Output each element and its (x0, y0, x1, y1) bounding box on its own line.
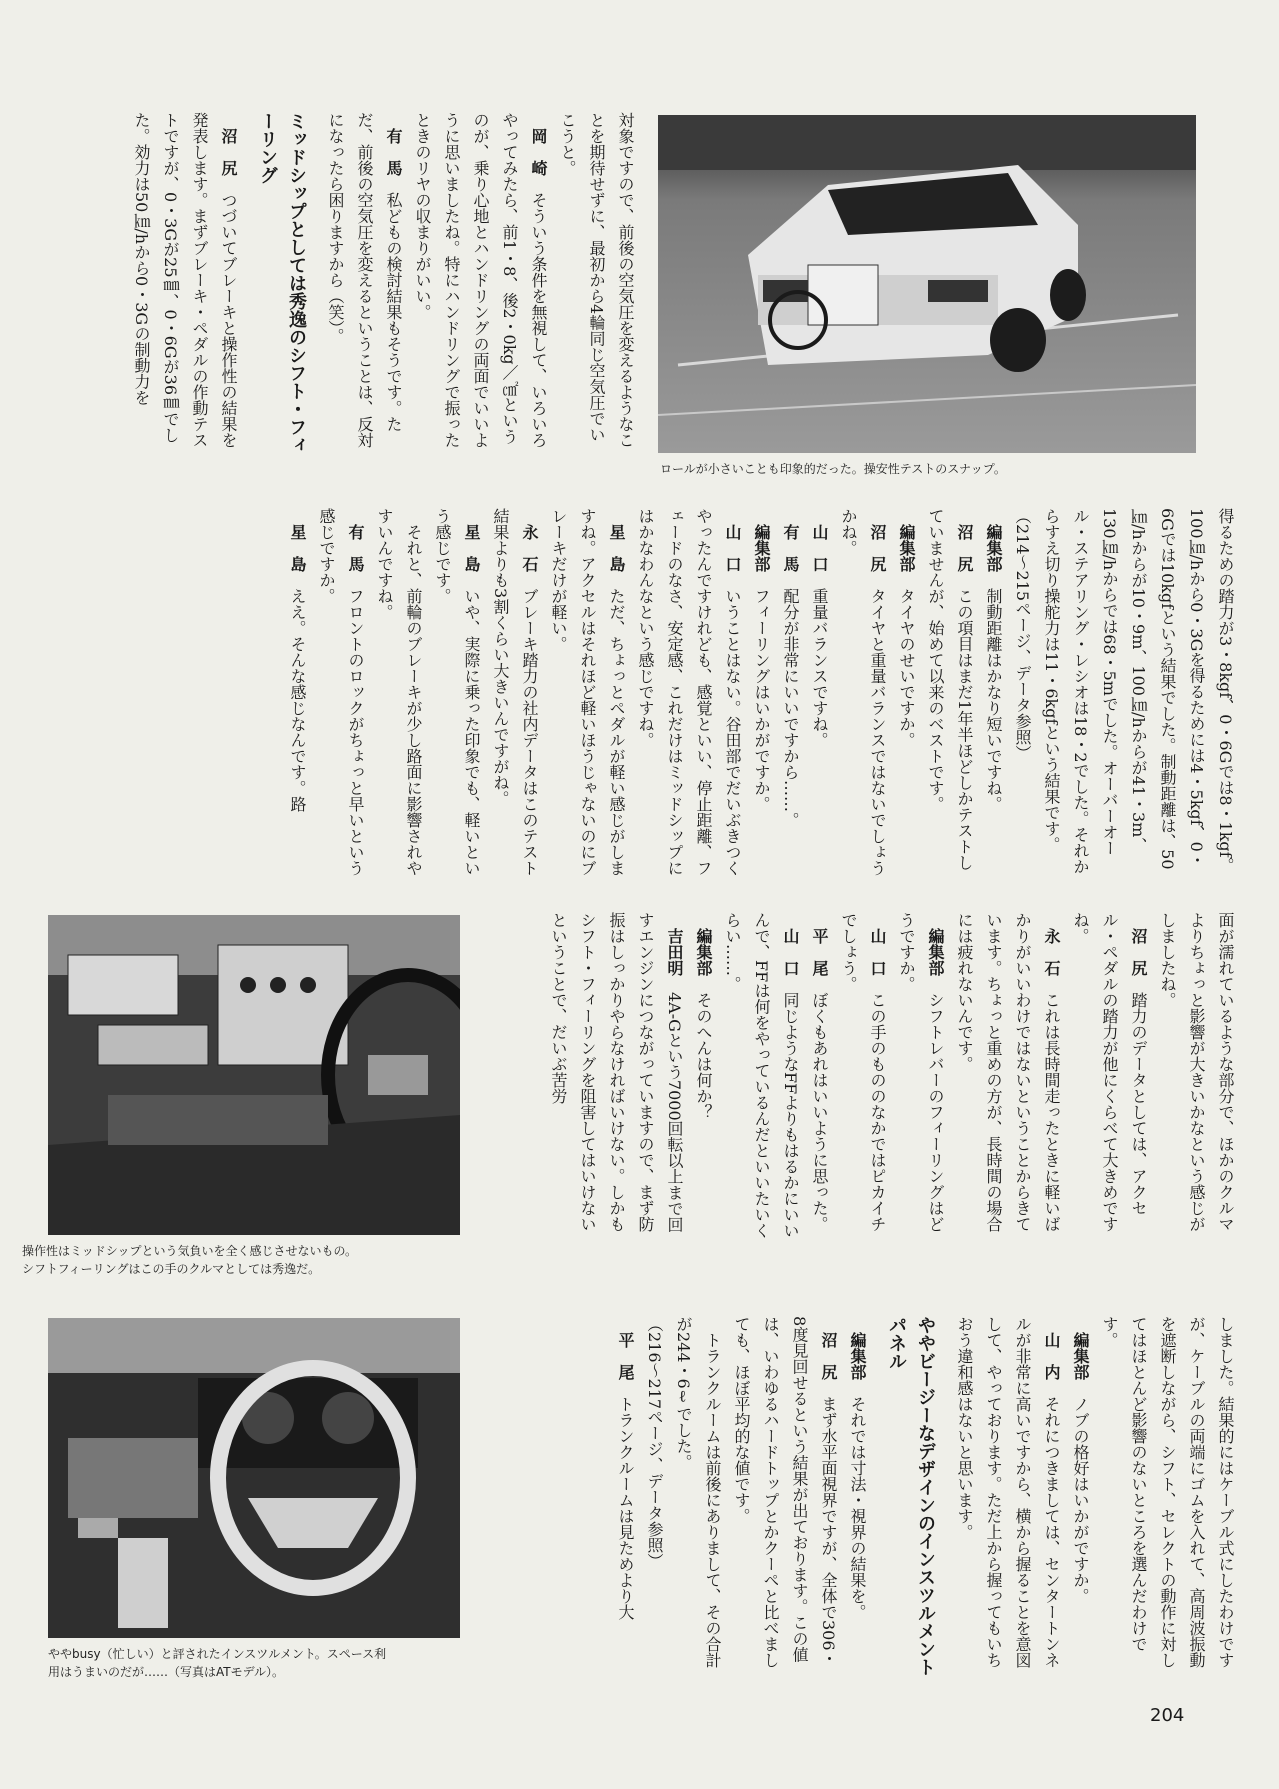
speech-text: 4A-Gという7000回転以上まで回すエンジンにつながっていますので、まず防振はしっかりやらなければいけない。しかもシフト・フィーリングを阻害してはいけないということで、だいぶ苦労 (549, 912, 684, 1233)
paragraph (611, 1316, 640, 1676)
speech-text: これは長時間走ったときに軽いばかりがいいわけではないということからきています。ちょっと重めの方が、長時間の場合には疲れないんです。 (955, 912, 1061, 1232)
photo-car-handling-test (658, 115, 1196, 453)
speaker-name: 吉田明 (665, 928, 684, 976)
paragraph (805, 912, 834, 1242)
paragraph (631, 508, 747, 880)
speaker-name: 山 口 (781, 928, 800, 976)
speaker-name: 山 口 (868, 928, 887, 976)
speech-text: ノブの格好はいかがですか。 (1071, 1396, 1090, 1604)
speech-text: この項目はまだ1年半ほどしかテストしていませんが、始めて以来のベストです。 (926, 508, 974, 871)
speech-text: 踏力のデータとしては、アクセル・ペダルの踏力が他にくらべて大きめですね。 (1071, 912, 1148, 1232)
speech-text: ぼくもあれはいいように思った。 (810, 992, 829, 1232)
speech-text: 制動距離はかなり短いですね。 (984, 588, 1003, 812)
paragraph (127, 112, 243, 457)
speaker-name: 有 馬 (346, 524, 365, 572)
speaker-name: 星 島 (288, 524, 307, 572)
speech-text: いうことはない。谷田部でだいぶきつくやったんですけれども、感覚といい、停止距離、フェードのなさ、安定感、これだけはミッドシップにはかなわんなという感じですね。 (636, 508, 742, 876)
speaker-name: 山 口 (723, 524, 742, 572)
speaker-name: 沼 尻 (868, 524, 887, 572)
paragraph (312, 508, 370, 880)
speaker-name: 沼 尻 (219, 128, 238, 176)
paragraph: 得るための踏力が3・8kgf、0・6Gでは8・1kgf。100㎞/hから0・3Gを得るためには4・5kgf、0・6Gでは10kgfという結果でした。制動距離は、50㎞/hからが10・9m、100㎞/hからが41・3m、130㎞/hからでは68・5mでした。オーバーオール・ステアリング・レシオは18・2でした。それからすえ切り操舵力は11・6kgfという結果です。 (1042, 508, 1235, 875)
paragraph: しました。結果的にはケーブル式にしたわけですが、ケーブルの両端にゴムを入れて、高周波振動を遮断しながら、シフト、セレクトの動作に対してはほとんど影響のないところを選んだわけです。 (1100, 1316, 1235, 1668)
speech-text: まず水平面視界ですが、全体で306・8度見回せるという結果が出ております。この値は、いわゆるハードトップとかクーペと比べましても、ほぼ平均的な値です。 (732, 1316, 838, 1668)
paragraph (834, 508, 892, 880)
speaker-name: 編集部 (848, 1332, 867, 1380)
photo2-caption-line2: シフトフィーリングはこの手のクルマとしては秀逸だ。 (22, 1262, 321, 1276)
text-block-lower-middle (470, 912, 1240, 1242)
photo-instrument-panel (48, 1318, 460, 1638)
data-reference-note: （216〜217ページ、データ参照） (645, 1316, 664, 1570)
text-block-bottom (470, 1316, 1240, 1676)
speech-text: ええ。そんな感じなんです。路 (288, 588, 307, 812)
paragraph (544, 508, 631, 880)
speech-text: つづいてブレーキと操作性の結果を発表します。まずブレーキ・ペダルの作動テストですが、0・3Gが25㎜、0・6Gが36㎜でした。効力は50㎞/hから0・3Gの制動力を (132, 112, 238, 448)
speaker-name: 編集部 (1071, 1332, 1090, 1380)
paragraph (892, 912, 950, 1242)
photo2-caption (22, 1242, 357, 1278)
speech-text: 私どもの検討結果もそうです。ただ、前後の空気圧を変えるということは、反対になったら困りますから（笑）。 (326, 112, 403, 448)
paragraph (486, 508, 544, 880)
speaker-name: 山 内 (1042, 1332, 1061, 1380)
speaker-name: 永 石 (520, 524, 539, 572)
speech-text: 重量バランスですね。 (810, 588, 829, 748)
speech-text: 同じようなFFよりもはるかにいいんで、FFは何をやっているんだといいたいくらい……。 (723, 912, 800, 1239)
speaker-name: 編集部 (694, 928, 713, 976)
speaker-name: 編集部 (897, 524, 916, 572)
photo2-caption-line1: 操作性はミッドシップという気負いを全く感じさせないもの。 (22, 1244, 358, 1258)
paragraph (727, 1316, 843, 1676)
speech-text: 配分が非常にいいですから……。 (781, 588, 800, 828)
speaker-name: 山 口 (810, 524, 829, 572)
paragraph (321, 112, 408, 457)
photo-steering-instruments (48, 915, 460, 1235)
paragraph (689, 912, 718, 1242)
photo3-caption-line1: ややbusy（忙しい）と評されたインスツルメント。スペース利 (48, 1647, 387, 1661)
paragraph: 面が濡れているような部分で、ほかのクルマよりちょっと影響が大きいかなという感じがしましたね。 (1158, 912, 1235, 1232)
speech-text: タイヤと重量バランスではないでしょうかね。 (839, 508, 887, 876)
speech-text: トランクルームは見ためより大 (616, 1396, 635, 1620)
paragraph (834, 912, 892, 1242)
speech-text: そのへんは何か？ (694, 992, 713, 1120)
photo1-caption: ロールが小さいことも印象的だった。操安性テストのスナップ。 (660, 462, 1006, 476)
text-block-top-left (40, 112, 640, 457)
speech-text: いや、実際に乗った印象でも、軽いという感じです。 (433, 508, 481, 876)
paragraph (428, 508, 486, 880)
paragraph (408, 112, 553, 457)
speaker-name: 沼 尻 (955, 524, 974, 572)
speech-text: タイヤのせいですか。 (897, 588, 916, 748)
speaker-name: 沼 尻 (819, 1332, 838, 1380)
speech-text: シフトレバーのフィーリングはどうですか。 (897, 912, 945, 1232)
paragraph (718, 912, 805, 1242)
speech-text: ただ、ちょっとペダルが軽い感じがしますね。アクセルはそれほど軽いほうじゃないのにブレーキだけが軽い。 (549, 508, 626, 876)
speech-text: そういう条件を無視して、いろいろやってみたら、前1・8、後2・0kg／㎠というのが、乗り心地とハンドリングの両面でいいように思いましたね。特にハンドリングで振ったときのリヤの収まりがいい。 (413, 112, 548, 448)
paragraph: それと、前輪のブレーキが少し路面に影響されやすいんですね。 (375, 508, 423, 876)
paragraph (747, 508, 776, 880)
speaker-name: 平 尾 (810, 928, 829, 976)
paragraph (805, 508, 834, 880)
speaker-name: 星 島 (462, 524, 481, 572)
speech-text: この手のもののなかではピカイチでしょう。 (839, 912, 887, 1232)
speaker-name: 平 尾 (616, 1332, 635, 1380)
speech-text: フィーリングはいかがですか。 (752, 588, 771, 812)
speaker-name: 有 馬 (384, 128, 403, 176)
paragraph (776, 508, 805, 880)
paragraph (1066, 912, 1153, 1242)
speech-text: それにつきましては、センタートンネルが非常に高いですから、横から握ることを意図して、やっております。ただ上から握ってもいちおう違和感はないと思います。 (955, 1316, 1061, 1668)
speaker-name: 編集部 (752, 524, 771, 572)
paragraph (950, 912, 1066, 1242)
speech-text: それでは寸法・視界の結果を。 (848, 1396, 867, 1620)
data-reference-note: （214〜215ページ、データ参照） (1013, 508, 1032, 762)
paragraph (979, 508, 1008, 880)
paragraph (892, 508, 921, 880)
paragraph (1066, 1316, 1095, 1676)
paragraph (950, 1316, 1066, 1676)
paragraph: 対象ですので、前後の空気圧を変えるようなことを期待せずに、最初から4輪同じ空気圧でいこうと。 (558, 112, 635, 448)
speaker-name: 編集部 (984, 524, 1003, 572)
photo3-caption-line2: 用はうまいのだが……（写真はATモデル）。 (48, 1665, 285, 1679)
speaker-name: 沼 尻 (1129, 928, 1148, 976)
paragraph: トランクルームは前後にありまして、その合計が244・6ℓでした。 (674, 1316, 722, 1668)
speech-text: フロントのロックがちょっと早いという感じですか。 (317, 508, 365, 876)
speaker-name: 岡 崎 (529, 128, 548, 176)
paragraph (283, 508, 312, 880)
section-heading: ややビージーなデザインのインスツルメントパネル (886, 1316, 936, 1676)
page-number: 204 (1150, 1705, 1185, 1726)
paragraph (544, 912, 689, 1242)
speaker-name: 星 島 (607, 524, 626, 572)
text-block-middle (40, 508, 1240, 880)
speaker-name: 永 石 (1042, 928, 1061, 976)
section-heading: ミッドシップとしては秀逸のシフト・フィーリング (257, 112, 307, 454)
speaker-name: 編集部 (926, 928, 945, 976)
paragraph (843, 1316, 872, 1676)
paragraph (921, 508, 979, 880)
photo3-caption (48, 1645, 386, 1681)
speaker-name: 有 馬 (781, 524, 800, 572)
speech-text: ブレーキ踏力の社内データはこのテスト結果よりも3割くらい大きいんですがね。 (491, 508, 539, 876)
